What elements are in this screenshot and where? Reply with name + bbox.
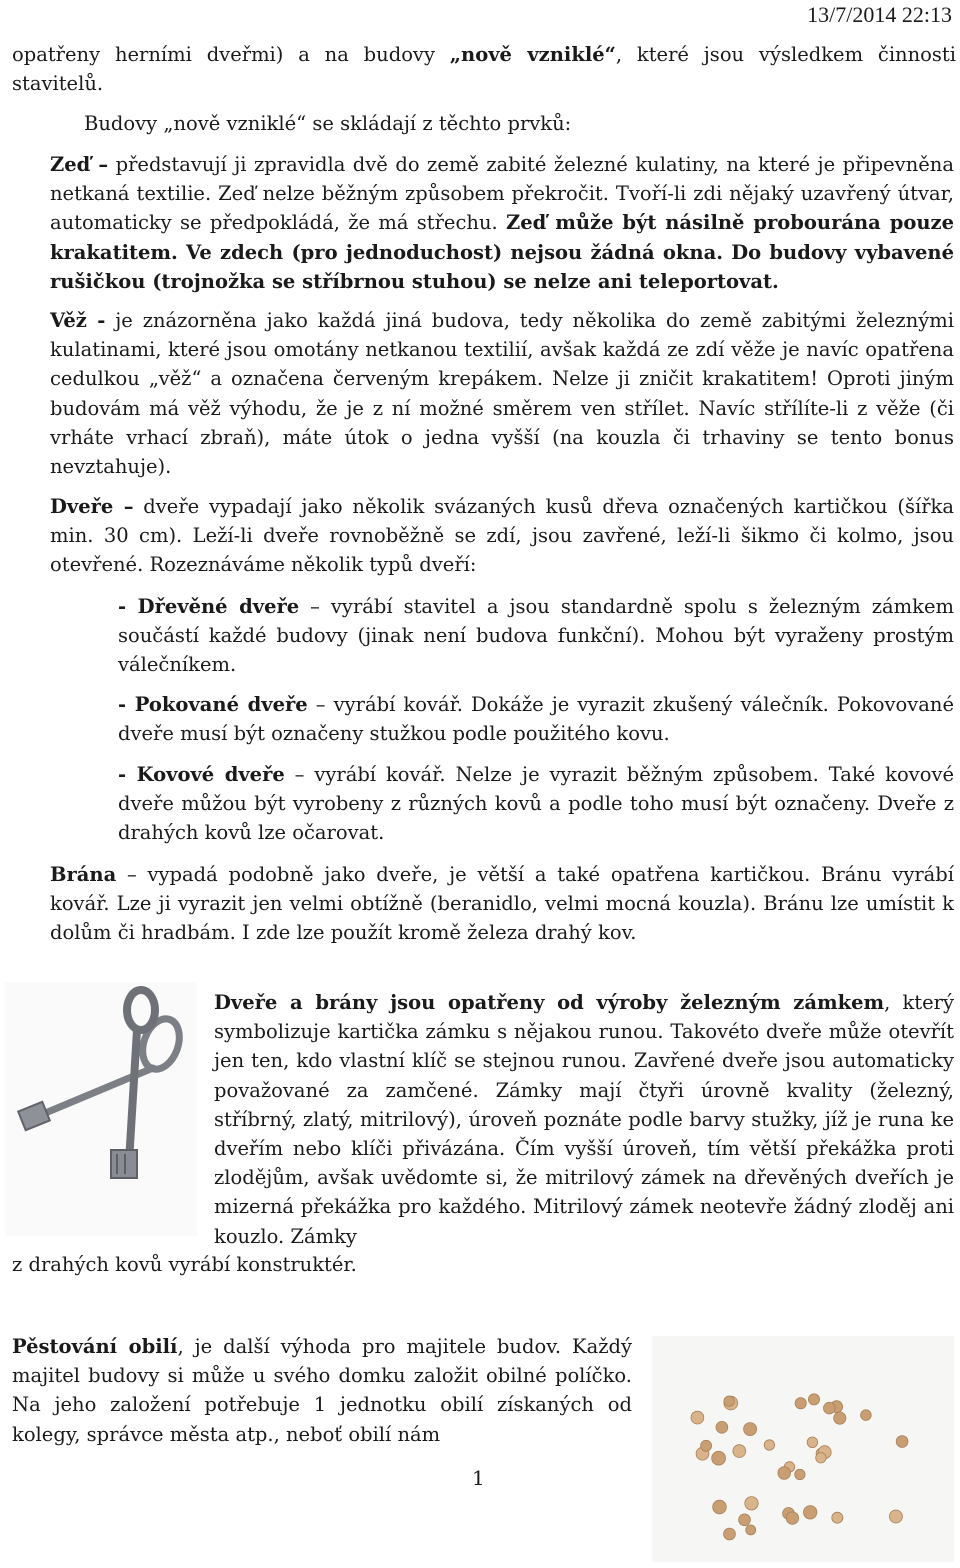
keys-photo (5, 982, 197, 1236)
chickpeas-photo (652, 1336, 954, 1562)
doors-text: dveře vypadají jako několik svázaných kusů dřeva označených kartičkou (šířka min. 30 cm). Leží-li dveře rovnoběžně se zdí, jsou zavřené, leží-li šikmo či kolmo, jsou otevřené. Rozeznáváme několik typů dveří: (50, 495, 954, 577)
chickpea-grain (786, 1512, 798, 1524)
page-number: 1 (472, 1466, 485, 1490)
locks-term: Dveře a brány jsou opatřeny od výroby železným zámkem (214, 991, 885, 1014)
chickpea-grain (739, 1514, 751, 1526)
intro-text-c: , které jsou výsledkem činnosti stavitelů. (12, 43, 956, 96)
paragraph-intro (12, 40, 956, 98)
door-type-text: – vyrábí kovář. Nelze je vyrazit běžným způsobem. Také kovové dveře můžou být vyrobeny z různých kovů a podle toho musí být označeny. Dveře z drahých kovů lze očarovat. (118, 763, 954, 845)
chickpea-grain (744, 1423, 757, 1436)
wall-bold-text: Zeď může být násilně probourána pouze krakatitem. Ve zdech (pro jednoduchost) nejsou žádná okna. Do budovy vybavené rušičkou (trojnožka se stříbrnou stuhou) se nelze ani teleportovat. (50, 211, 954, 293)
grain-term: Pěstování obilí (12, 1335, 178, 1358)
paragraph-tower (50, 306, 954, 481)
chickpea-grain (691, 1411, 704, 1424)
chickpea-grain (764, 1440, 774, 1450)
wall-term: Zeď – (50, 153, 109, 176)
paragraph-locks (214, 988, 954, 1251)
gate-term: Brána (50, 863, 117, 886)
chickpea-grain (701, 1440, 712, 1451)
tower-term: Věž - (50, 309, 106, 332)
chickpea-grain (861, 1410, 872, 1421)
chickpeas-illustration (652, 1336, 954, 1562)
chickpea-grain (712, 1451, 726, 1465)
new-buildings-term: „nově vzniklé“ (449, 43, 616, 66)
intro-text-a: opatřeny herními dveřmi) a na budovy (12, 43, 450, 66)
chickpea-grain (724, 1396, 734, 1406)
chickpea-grain (733, 1445, 746, 1458)
chickpea-grain (778, 1467, 791, 1480)
gate-text: – vypadá podobně jako dveře, je větší a také opatřena kartičkou. Bránu vyrábí kovář. Lze ji vyrazit jen velmi obtížně (beranidlo, velmi mocná kouzla). Bránu lze umístit k dolům či hradbám. I zde lze použít kromě železa drahý kov. (50, 863, 954, 945)
locks-text: , který symbolizuje kartička zámku s nějakou runou. Takovéto dveře může otevřít jen ten, kdo vlastní klíč se stejnou runou. Zavřené dveře jsou automaticky považované za zamčené. Zámky mají čtyři úrovně kvality (železný, stříbrný, zlatý, mitrilový), úroveň poznáte podle barvy stužky, jíž je runa ke dveřím nebo klíči přivázána. Čím vyšší úroveň, tím větší překážka proti zlodějům, avšak uvědomte si, že mitrilový zámek na dřevěných dveřích je mizerná překážka pro každého. Mitrilový zámek neotevře žádný zloděj ani kouzlo. Zámky (214, 991, 954, 1248)
timestamp: 13/7/2014 22:13 (807, 2, 952, 27)
elements-intro: Budovy „nově vzniklé“ se skládají z těchto prvků: (84, 112, 572, 135)
chickpea-grain (808, 1394, 819, 1405)
paragraph-wall (50, 150, 954, 296)
door-type-text: – vyrábí stavitel a jsou standardně spolu s železným zámkem součástí každé budovy (jinak není budova funkční). Mohou být vyraženy prostým válečníkem. (118, 595, 954, 677)
chickpea-grain (834, 1412, 846, 1424)
chickpea-grain (724, 1528, 736, 1540)
chickpea-grain (795, 1469, 805, 1479)
door-type-term: - Kovové dveře (118, 763, 285, 786)
chickpea-grain (832, 1512, 843, 1523)
paragraph-doors (50, 492, 954, 580)
chickpea-grain (804, 1506, 817, 1519)
chickpea-grain (816, 1453, 826, 1463)
door-type-text: – vyrábí kovář. Dokáže je vyrazit zkušený válečník. Pokovované dveře musí být označeny stužkou podle použitého kovu. (118, 693, 955, 746)
chickpea-grain (745, 1497, 758, 1510)
paragraph-gate (50, 860, 954, 948)
chickpea-grain (807, 1437, 818, 1448)
door-type-term: - Dřevěné dveře (118, 595, 300, 618)
door-type-metal (118, 760, 954, 848)
chickpea-grain (896, 1436, 908, 1448)
door-type-plated (118, 690, 954, 748)
chickpea-grain (795, 1398, 806, 1409)
chickpea-grain (824, 1402, 836, 1414)
tower-text: je znázorněna jako každá jiná budova, tedy několika do země zabitými železnými kulatinami, které jsou omotány netkanou textilií, avšak každá ze zdí věže je navíc opatřena cedulkou „věž“ a označena červeným krepákem. Nelze ji zničit krakatitem! Oproti jiným budovám má věž výhodu, že je z ní možné směrem ven střílet. Navíc střílíte-li z věže (či vrháte vrhací zbraň), máte útok o jedna vyšší (na kouzla či trhaviny se tento bonus nevztahuje). (50, 309, 954, 479)
chickpea-grain (716, 1421, 728, 1433)
chickpea-grain (746, 1525, 756, 1535)
door-type-term: - Pokované dveře (118, 693, 308, 716)
grain-text: , je další výhoda pro majitele budov. Každý majitel budovy si může u svého domku založit obilné políčko. Na jeho založení potřebuje 1 jednotku obilí získaných od kolegy, správce města atp., neboť obilí nám (12, 1335, 632, 1446)
keys-illustration (5, 982, 197, 1236)
chickpea-grain (713, 1500, 727, 1514)
paragraph-grain (12, 1332, 632, 1449)
wall-text: představují ji zpravidla dvě do země zabité železné kulatiny, na které je připevněna netkaná textilie. Zeď nelze běžným způsobem překročit. Tvoří-li zdi nějaký uzavřený útvar, automaticky se předpokládá, že má střechu. (50, 153, 954, 235)
doors-term: Dveře – (50, 495, 134, 518)
locks-tail: z drahých kovů vyrábí konstruktér. (12, 1253, 357, 1276)
chickpea-grain (889, 1510, 902, 1523)
door-type-wooden (118, 592, 954, 680)
